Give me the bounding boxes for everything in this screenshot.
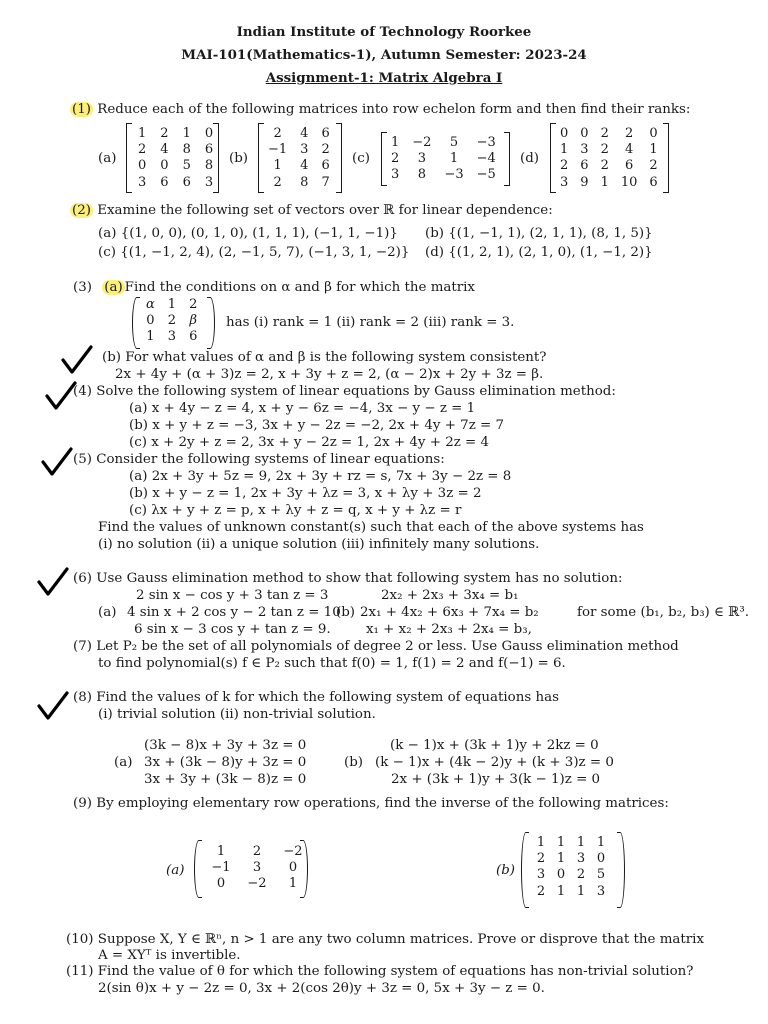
matrix-entry: 6 [160,174,169,190]
q6-b-note: for some (b₁, b₂, b₃) ∈ ℝ³. [577,605,749,620]
q3-rank-options: has (i) rank = 1 (ii) rank = 2 (iii) rank = 3. [226,315,515,330]
matrix-entry: 10 [620,174,638,190]
q5-c: (c) λx + y + z = p, x + λy + z = q, x + y + λz = r [129,503,462,518]
q7-line2: to find polynomial(s) f ∈ P₂ such that f(0) = 1, f(1) = 2 and f(−1) = 6. [98,656,566,671]
matrix-entry: 5 [182,158,191,174]
matrix-entry: 2 [600,142,609,158]
matrix-entry: 1 [449,151,459,167]
matrix-entry: 1 [182,126,191,141]
q2-number: (2) [72,203,91,218]
q8-b-eq1: (k − 1)x + (3k + 1)y + 2kz = 0 [390,738,599,753]
matrix-entry: 8 [300,174,309,190]
q8-number: (8) [73,690,92,705]
q1-label-d: (d) [520,151,540,166]
matrix-entry: 1 [146,329,155,345]
q11-text-1: Find the value of θ for which the following system of equations has non-trivial solution? [97,964,694,979]
matrix-entry: −3 [444,167,464,183]
matrix-entry: 6 [321,126,330,141]
matrix-entry: 6 [580,158,589,174]
matrix-entry: 0 [160,158,169,174]
matrix-entry: 3 [300,142,309,158]
matrix-entry: −2 [283,844,303,859]
matrix-entry: −1 [268,142,288,158]
matrix-entry: 1 [556,851,566,867]
assignment-title-wrap [0,70,768,87]
q2-prompt [70,202,553,219]
matrix-entry: α [146,297,155,312]
matrix-entry: 3 [167,329,177,345]
q1d-matrix [560,126,658,191]
q6-a-eq2: 4 sin x + 2 cos y − 2 tan z = 10 [127,605,341,620]
matrix-entry: 0 [146,313,155,329]
matrix-entry: 1 [536,835,546,850]
matrix-entry: 4 [160,142,169,158]
matrix-entry: 3 [560,174,569,190]
matrix-entry: −1 [211,860,231,876]
q1b-right-bracket [336,123,342,193]
q6-a-label: (a) [98,605,117,620]
matrix-entry: 1 [288,876,298,892]
q2-d: (d) {(1, 2, 1), (2, 1, 0), (1, −1, 2)} [425,245,653,260]
matrix-entry: 1 [138,126,147,141]
q7-line1 [73,638,679,655]
q4-number: (4) [73,384,92,399]
q8-b-eq2: (k − 1)x + (4k − 2)y + (k + 3)z = 0 [375,755,614,770]
matrix-entry: 2 [252,844,262,859]
matrix-entry: 1 [556,835,566,850]
matrix-entry: 4 [300,158,309,174]
q5-prompt [73,451,445,468]
matrix-entry: 1 [167,297,177,312]
checkmark-icon [60,344,94,376]
q8-b-label: (b) [344,755,364,770]
course-title: MAI-101(Mathematics-1), Autumn Semester: 2023-24 [181,47,587,63]
q1b-matrix [268,126,330,191]
q2-c: (c) {(1, −1, 2, 4), (2, −1, 5, 7), (−1, 3, 1, −2)} [98,245,410,260]
q5-b: (b) x + y − z = 1, 2x + 3y + λz = 3, x + λy + 3z = 2 [129,486,482,501]
q1-number: (1) [72,102,91,117]
checkmark-icon [40,446,74,478]
q9-prompt [73,795,669,812]
q1-label-b: (b) [229,151,249,166]
q1b-left-bracket [258,123,264,193]
matrix-entry: 6 [649,174,658,190]
q11-line1 [66,963,693,980]
q10-number: (10) [66,932,94,947]
q4-a: (a) x + 4y − z = 4, x + y − 6z = −4, 3x − y − z = 1 [129,401,476,416]
q1c-right-bracket [504,132,510,186]
q7-text-1: Let P₂ be the set of all polynomials of degree 2 or less. Use Gauss elimination method [96,639,679,654]
q5-text: Consider the following systems of linear equations: [96,452,445,467]
q1-prompt [70,101,690,118]
q6-a-eq3: 6 sin x − 3 cos y + tan z = 9. [134,622,331,637]
q8-text-1: Find the values of k for which the following system of equations has [96,690,559,705]
q9b-matrix [535,835,607,900]
matrix-entry: 3 [252,860,262,876]
q1d-left-bracket [550,123,556,193]
q9-b-label: (b) [496,863,516,878]
matrix-entry: 3 [580,142,589,158]
matrix-entry: 3 [576,851,586,867]
institute-title: Indian Institute of Technology Roorkee [236,24,532,40]
q6-b-label: (b) [336,605,356,620]
matrix-entry: 3 [596,883,606,899]
matrix-entry: 0 [204,126,214,141]
matrix-entry: 2 [273,126,282,141]
matrix-entry: 6 [189,329,198,345]
matrix-entry: 8 [204,158,214,174]
q6-b-eq3: x₁ + x₂ + 2x₃ + 2x₄ = b₃, [366,622,532,637]
matrix-entry: −2 [412,135,432,150]
matrix-entry: 1 [576,883,586,899]
matrix-entry: −2 [247,876,267,892]
q1-label-a: (a) [98,151,117,166]
q9-number: (9) [73,796,92,811]
q3-a-label: (a) [104,280,123,295]
q2-text: Examine the following set of vectors over ℝ for linear dependence: [97,203,553,218]
matrix-entry: 4 [624,142,634,158]
q1d-right-bracket [663,123,669,193]
matrix-entry: 1 [596,835,606,850]
matrix-entry: 8 [417,167,426,183]
matrix-entry: 0 [560,126,569,141]
matrix-entry: 3 [536,867,546,883]
q9b-left-paren [521,832,529,908]
matrix-entry: 2 [624,126,634,141]
q9a-matrix [207,844,307,893]
matrix-entry: 0 [288,860,298,876]
q11-line2: 2(sin θ)x + y − 2z = 0, 3x + 2(cos 2θ)y + 3z = 0, 5x + 3y − z = 0. [98,981,545,996]
q5-find-line2: (i) no solution (ii) a unique solution (iii) infinitely many solutions. [98,537,540,552]
matrix-entry: 2 [273,174,282,190]
q9-text: By employing elementary row operations, find the inverse of the following matrices: [96,796,669,811]
matrix-entry: 6 [321,158,330,174]
matrix-entry: 1 [560,142,569,158]
q6-number: (6) [73,571,92,586]
matrix-entry: 2 [649,158,658,174]
matrix-entry: 3 [204,174,214,190]
matrix-entry: 5 [596,867,606,883]
q1a-matrix [138,126,213,191]
q2-b: (b) {(1, −1, 1), (2, 1, 1), (8, 1, 5)} [425,226,653,241]
q8-b-eq3: 2x + (3k + 1)y + 3(k − 1)z = 0 [391,772,601,787]
matrix-entry: 1 [391,135,400,150]
q6-prompt [73,570,622,587]
matrix-entry: 2 [536,883,546,899]
q10-line1 [66,931,704,948]
matrix-entry: 2 [600,158,609,174]
q3-matrix [146,297,197,346]
q8-line2: (i) trivial solution (ii) non-trivial solution. [98,707,376,722]
q3-b-equation: 2x + 4y + (α + 3)z = 2, x + 3y + z = 2, (α − 2)x + 2y + 3z = β. [115,367,544,382]
q8-a-eq1: (3k − 8)x + 3y + 3z = 0 [144,738,307,753]
matrix-entry: 0 [216,876,226,892]
q4-b: (b) x + y + z = −3, 3x + y − 2z = −2, 2x + 4y + 7z = 7 [129,418,505,433]
matrix-entry: 2 [536,851,546,867]
q3-left-paren [132,297,140,349]
q3-prompt [73,279,475,296]
q9a-left-paren [194,840,202,898]
matrix-entry: β [189,313,197,329]
q2-a: (a) {(1, 0, 0), (0, 1, 0), (1, 1, 1), (−1, 1, −1)} [98,226,398,241]
q3-a-text: Find the conditions on α and β for which the matrix [124,280,475,295]
matrix-entry: 2 [138,142,147,158]
matrix-entry: 1 [576,835,586,850]
q7-number: (7) [73,639,92,654]
matrix-entry: 2 [391,151,400,167]
matrix-entry: 6 [624,158,634,174]
q5-a: (a) 2x + 3y + 5z = 9, 2x + 3y + rz = s, 7x + 3y − 2z = 8 [129,469,512,484]
matrix-entry: −3 [476,135,496,150]
q6-b-eq2: 2x₁ + 4x₂ + 6x₃ + 7x₄ = b₂ [360,605,539,620]
matrix-entry: 5 [449,135,459,150]
matrix-entry: 0 [138,158,147,174]
checkmark-icon [36,690,70,722]
matrix-entry: 1 [216,844,226,859]
matrix-entry: 0 [580,126,589,141]
matrix-entry: 6 [204,142,214,158]
matrix-entry: 0 [649,126,658,141]
matrix-entry: 1 [273,158,282,174]
q3-b-text: (b) For what values of α and β is the following system consistent? [102,350,547,365]
matrix-entry: 3 [417,151,426,167]
q8-line1 [73,689,559,706]
q8-a-eq2: 3x + (3k − 8)y + 3z = 0 [144,755,307,770]
matrix-entry: 4 [300,126,309,141]
checkmark-icon [36,566,70,598]
q11-number: (11) [66,964,94,979]
q1c-left-bracket [381,132,387,186]
q3-right-paren [207,297,215,349]
q1a-left-bracket [126,123,132,193]
assignment-title: Assignment-1: Matrix Algebra I [265,70,503,86]
matrix-entry: 2 [560,158,569,174]
matrix-entry: 3 [138,174,147,190]
q6-text: Use Gauss elimination method to show that following system has no solution: [96,571,623,586]
matrix-entry: 2 [321,142,330,158]
q6-b-eq1: 2x₂ + 2x₃ + 3x₄ = b₁ [381,588,519,603]
matrix-entry: 2 [167,313,177,329]
q8-a-label: (a) [114,755,133,770]
q1-label-c: (c) [352,151,370,166]
q9b-right-paren [617,832,625,908]
q1c-matrix [391,135,496,184]
q4-c: (c) x + 2y + z = 2, 3x + y − 2z = 1, 2x + 4y + 2z = 4 [129,435,490,450]
q5-find-line1: Find the values of unknown constant(s) such that each of the above systems has [98,520,644,535]
matrix-entry: −5 [476,167,496,183]
matrix-entry: 1 [649,142,658,158]
matrix-entry: 2 [576,867,586,883]
matrix-entry: 2 [189,297,198,312]
matrix-entry: −4 [476,151,496,167]
q4-prompt [73,383,616,400]
matrix-entry: 2 [600,126,609,141]
q9-a-label: (a) [166,863,185,878]
q1a-right-bracket [213,123,219,193]
q5-number: (5) [73,452,92,467]
matrix-entry: 9 [580,174,589,190]
matrix-entry: 1 [600,174,609,190]
q1-text: Reduce each of the following matrices into row echelon form and then find their ranks: [97,102,691,117]
q8-a-eq3: 3x + 3y + (3k − 8)z = 0 [144,772,307,787]
q3-number: (3) [73,280,92,295]
q6-a-eq1: 2 sin x − cos y + 3 tan z = 3 [136,588,329,603]
matrix-entry: 2 [160,126,169,141]
matrix-entry: 0 [596,851,606,867]
q4-text: Solve the following system of linear equations by Gauss elimination method: [96,384,616,399]
matrix-entry: 6 [182,174,191,190]
matrix-entry: 1 [556,883,566,899]
matrix-entry: 0 [556,867,566,883]
q10-text-1: Suppose X, Y ∈ ℝⁿ, n > 1 are any two column matrices. Prove or disprove that the matrix [97,932,705,947]
matrix-entry: 7 [321,174,330,190]
matrix-entry: 8 [182,142,191,158]
q10-line2: A = XYᵀ is invertible. [98,948,241,963]
matrix-entry: 3 [391,167,400,183]
